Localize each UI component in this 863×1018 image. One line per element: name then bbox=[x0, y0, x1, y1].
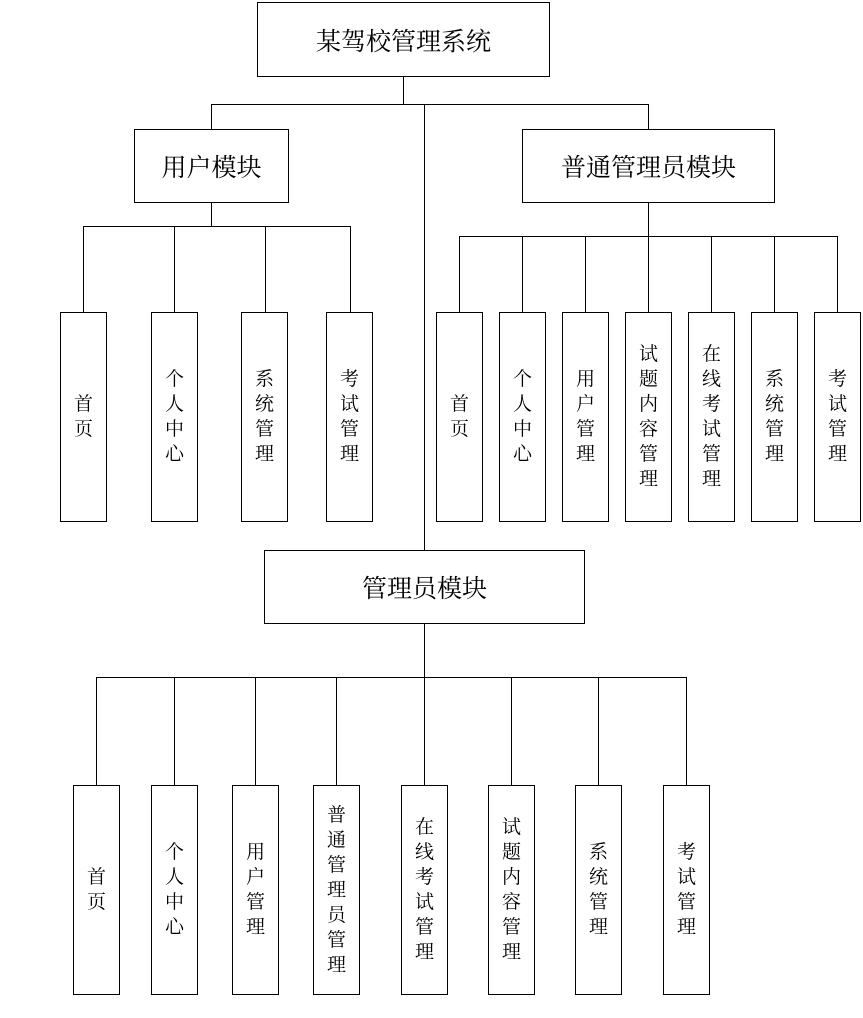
admin-module-item bbox=[401, 785, 448, 995]
connector bbox=[424, 623, 425, 677]
connector bbox=[83, 226, 350, 227]
item-label: 普通管理员管理 bbox=[326, 803, 346, 976]
connector bbox=[648, 202, 649, 236]
item-label: 考试管理 bbox=[676, 841, 696, 938]
staff-module-item bbox=[751, 312, 798, 522]
item-label: 考试管理 bbox=[339, 368, 359, 465]
connector bbox=[96, 677, 97, 786]
item-label: 系统管理 bbox=[764, 368, 784, 465]
connector bbox=[265, 226, 266, 313]
connector bbox=[211, 104, 212, 130]
connector bbox=[424, 104, 425, 551]
connector bbox=[350, 226, 351, 313]
connector bbox=[511, 677, 512, 786]
admin-module-item bbox=[575, 785, 622, 995]
admin-module-item bbox=[663, 785, 710, 995]
item-label: 首页 bbox=[449, 393, 469, 440]
connector bbox=[174, 226, 175, 313]
staff-module-item bbox=[499, 312, 546, 522]
connector bbox=[83, 226, 84, 313]
connector bbox=[837, 236, 838, 313]
connector bbox=[424, 677, 425, 786]
item-label: 个人中心 bbox=[512, 368, 532, 465]
item-label: 系统管理 bbox=[254, 368, 274, 465]
user-module-item bbox=[241, 312, 288, 522]
staff-module-item bbox=[436, 312, 483, 522]
admin-module-item bbox=[488, 785, 535, 995]
item-label: 首页 bbox=[86, 866, 106, 913]
admin-module-item bbox=[73, 785, 120, 995]
staff-module-item bbox=[814, 312, 861, 522]
user-module-item bbox=[60, 312, 107, 522]
connector bbox=[585, 236, 586, 313]
connector bbox=[648, 236, 649, 313]
item-label: 在线考试管理 bbox=[701, 343, 721, 490]
admin-module-item bbox=[151, 785, 198, 995]
connector bbox=[459, 236, 460, 313]
staff-module-item bbox=[625, 312, 672, 522]
admin-module-item bbox=[232, 785, 279, 995]
admin-module-node bbox=[264, 550, 585, 624]
staff-module-label: 普通管理员模块 bbox=[560, 153, 736, 182]
root-label: 某驾校管理系统 bbox=[315, 26, 491, 56]
item-label: 个人中心 bbox=[164, 368, 184, 465]
item-label: 个人中心 bbox=[164, 841, 184, 938]
connector bbox=[774, 236, 775, 313]
connector bbox=[211, 202, 212, 226]
staff-module-item bbox=[688, 312, 735, 522]
staff-module-node bbox=[522, 129, 775, 203]
admin-module-item bbox=[313, 785, 360, 995]
connector bbox=[174, 677, 175, 786]
connector bbox=[522, 236, 523, 313]
item-label: 在线考试管理 bbox=[414, 816, 434, 963]
connector bbox=[255, 677, 256, 786]
admin-module-label: 管理员模块 bbox=[361, 574, 487, 603]
item-label: 用户管理 bbox=[245, 841, 265, 938]
item-label: 试题内容管理 bbox=[638, 343, 658, 490]
user-module-node bbox=[134, 129, 289, 203]
connector bbox=[686, 677, 687, 786]
connector bbox=[648, 104, 649, 130]
item-label: 试题内容管理 bbox=[501, 816, 521, 963]
connector bbox=[598, 677, 599, 786]
item-label: 首页 bbox=[73, 393, 93, 440]
connector bbox=[711, 236, 712, 313]
connector bbox=[336, 677, 337, 786]
connector bbox=[403, 76, 404, 104]
user-module-label: 用户模块 bbox=[161, 153, 262, 182]
user-module-item bbox=[151, 312, 198, 522]
user-module-item bbox=[326, 312, 373, 522]
connector bbox=[211, 104, 648, 105]
item-label: 系统管理 bbox=[588, 841, 608, 938]
item-label: 考试管理 bbox=[827, 368, 847, 465]
root-node bbox=[257, 2, 550, 77]
item-label: 用户管理 bbox=[575, 368, 595, 465]
staff-module-item bbox=[562, 312, 609, 522]
